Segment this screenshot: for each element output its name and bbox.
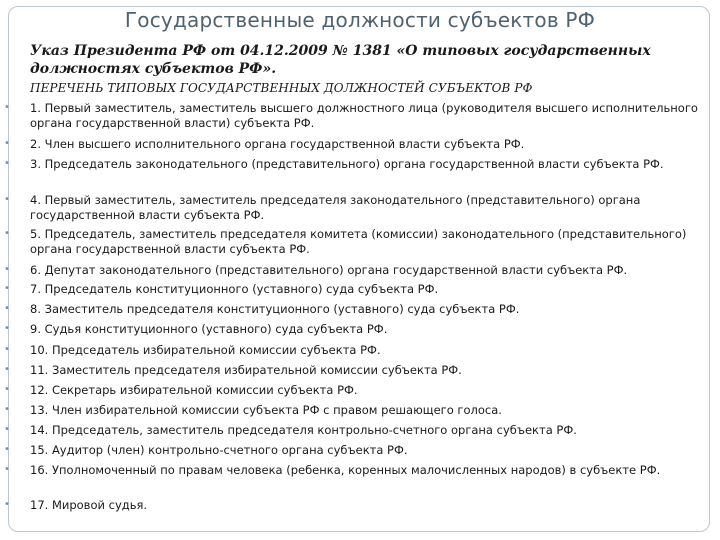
list-heading: ПЕРЕЧЕНЬ ТИПОВЫХ ГОСУДАРСТВЕННЫХ ДОЛЖНОСТЕЙ СУБЪЕКТОВ РФ <box>30 81 533 95</box>
list-item-text: 12. Секретарь избирательной комиссии субъекта РФ. <box>30 383 358 397</box>
bullet-icon: • <box>4 384 10 395</box>
list-item-text: 11. Заместитель председателя избирательной комиссии субъекта РФ. <box>30 363 462 377</box>
bullet-icon: • <box>4 283 10 294</box>
bullet-icon: • <box>4 138 10 149</box>
list-item-text: 6. Депутат законодательного (представительного) органа государственной власти субъекта РФ. <box>30 263 628 277</box>
list-item-text: 1. Первый заместитель, заместитель высшего должностного лица (руководителя высшего исполнительного органа государственной власти) субъекта РФ. <box>30 101 698 130</box>
bullet-icon: • <box>4 499 10 510</box>
list-item-text: 15. Аудитор (член) контрольно-счетного органа субъекта РФ. <box>30 443 408 457</box>
list-item-text: 13. Член избирательной комиссии субъекта РФ с правом решающего голоса. <box>30 403 502 417</box>
bullet-icon: • <box>4 194 10 205</box>
bullet-icon: • <box>4 264 10 275</box>
list-item <box>0 382 720 398</box>
bullet-icon: • <box>4 404 10 415</box>
bullet-icon: • <box>4 228 10 239</box>
bullet-icon: • <box>4 303 10 314</box>
list-item <box>0 226 720 258</box>
list-item <box>0 301 720 317</box>
list-item-text: 5. Председатель, заместитель председателя комитета (комиссии) законодательного (представительного) органа государственной власти субъекта РФ. <box>30 227 687 256</box>
list-item-text: 8. Заместитель председателя конституционного (уставного) суда субъекта РФ. <box>30 302 520 316</box>
list-item-text: 10. Председатель избирательной комиссии субъекта РФ. <box>30 343 381 357</box>
list-item-text: 17. Мировой судья. <box>30 498 148 512</box>
list-item <box>0 321 720 337</box>
bullet-icon: • <box>4 444 10 455</box>
bullet-icon: • <box>4 158 10 169</box>
list-item <box>0 442 720 458</box>
list-item <box>0 362 720 378</box>
bullet-icon: • <box>4 464 10 475</box>
list-item-text: 7. Председатель конституционного (уставного) суда субъекта РФ. <box>30 282 439 296</box>
list-item <box>0 402 720 418</box>
list-item-text: 2. Член высшего исполнительного органа государственной власти субъекта РФ. <box>30 137 525 151</box>
list-item <box>0 342 720 358</box>
bullet-icon: • <box>4 102 10 113</box>
list-item <box>0 462 720 494</box>
bullet-icon: • <box>4 424 10 435</box>
list-item <box>0 192 720 224</box>
bullet-icon: • <box>4 364 10 375</box>
bullet-icon: • <box>4 323 10 334</box>
bullet-icon: • <box>4 344 10 355</box>
list-item-text: 16. Уполномоченный по правам человека (ребенка, коренных малочисленных народов) в субъекте РФ. <box>30 463 661 477</box>
list-item <box>0 100 720 132</box>
list-item-text: 4. Первый заместитель, заместитель председателя законодательного (представительного) органа государственной власти субъекта РФ. <box>30 193 641 222</box>
decree-reference: Указ Президента РФ от 04.12.2009 № 1381 «О типовых государственных должностях субъектов РФ». <box>30 43 651 77</box>
list-item-text: 9. Судья конституционного (уставного) суда субъекта РФ. <box>30 322 388 336</box>
list-item <box>0 497 720 513</box>
list-item <box>0 136 720 152</box>
list-item <box>0 156 720 188</box>
list-item-text: 3. Председатель законодательного (представительного) органа государственной власти субъекта РФ. <box>30 157 664 171</box>
list-item <box>0 281 720 297</box>
list-item-text: 14. Председатель, заместитель председателя контрольно-счетного органа субъекта РФ. <box>30 423 577 437</box>
list-item <box>0 422 720 438</box>
list-item <box>0 262 720 278</box>
slide-title: Государственные должности субъектов РФ <box>124 8 596 32</box>
